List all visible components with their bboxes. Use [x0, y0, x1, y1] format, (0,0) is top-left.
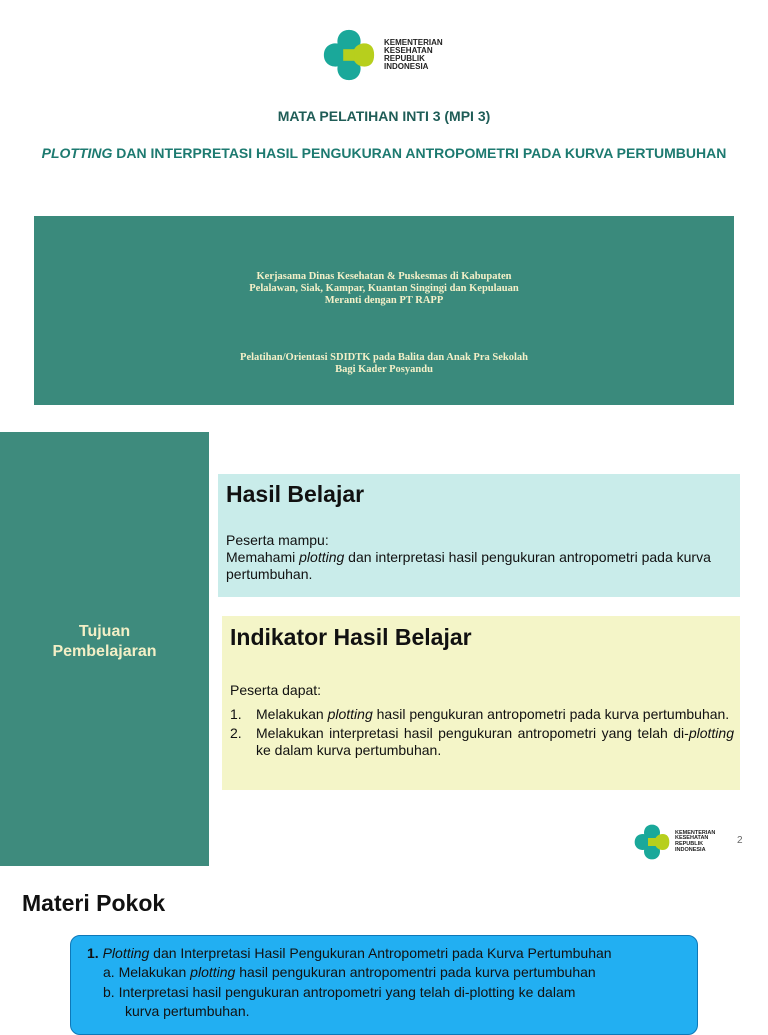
course-title: MATA PELATIHAN INTI 3 (MPI 3) [277, 108, 491, 124]
logo-line: REPUBLIK [675, 841, 704, 847]
learning-outcome-box [218, 474, 740, 597]
kemenkes-emblem-icon [320, 26, 378, 84]
indicator-text: Melakukan interpretasi hasil pengukuran antropometri yang telah di-plotting ke dalam kurva pertumbuhan. [256, 725, 734, 758]
indicator-text: Melakukan plotting hasil pengukuran antropometri pada kurva pertumbuhan. [256, 706, 730, 722]
learning-outcome-text [226, 532, 726, 583]
banner-cooperation-text [34, 271, 734, 307]
page-number: 2 [737, 835, 743, 846]
logo-text [675, 831, 715, 853]
banner-line: Meranti dengan PT RAPP [324, 295, 444, 306]
logo-line: KEMENTERIAN [384, 37, 443, 47]
indicator-item [230, 706, 734, 723]
kemenkes-emblem-icon [632, 822, 672, 862]
ministry-logo-small [632, 822, 715, 862]
banner-line: Kerjasama Dinas Kesehatan & Puskesmas di Kabupaten [256, 271, 512, 282]
ministry-logo [320, 26, 443, 84]
logo-text [384, 39, 443, 72]
logo-line: INDONESIA [384, 62, 429, 72]
subtitle-rest: DAN INTERPRETASI HASIL PENGUKURAN ANTROPOMETRI PADA KURVA PERTUMBUHAN [112, 145, 727, 161]
objectives-label [0, 622, 209, 662]
logo-line: KESEHATAN [384, 45, 433, 55]
learning-outcome-intro: Peserta mampu: [226, 532, 329, 548]
material-item: 1. Plotting dan Interpretasi Hasil Pengukuran Antropometri pada Kurva Pertumbuhan [87, 945, 612, 961]
material-subitem-b: b. Interpretasi hasil pengukuran antropometri yang telah di-plotting ke dalam [103, 984, 576, 1000]
indicator-intro: Peserta dapat: [230, 682, 322, 698]
course-subtitle [40, 145, 728, 161]
learning-outcome-body: Memahami plotting dan interpretasi hasil pengukuran antropometri pada kurva pertumbuhan. [226, 549, 711, 582]
indicator-heading: Indikator Hasil Belajar [230, 624, 472, 650]
indicator-number: 2. [230, 725, 242, 741]
banner-line: Bagi Kader Posyandu [335, 364, 433, 375]
logo-line: INDONESIA [675, 846, 706, 853]
material-subitem-b-cont: kurva pertumbuhan. [125, 1003, 250, 1019]
indicator-box [222, 616, 740, 790]
objectives-label-line: Tujuan [78, 623, 131, 640]
objectives-sidebar [0, 432, 209, 866]
material-subitem-a: a. Melakukan plotting hasil pengukuran antropomentri pada kurva pertumbuhan [103, 964, 596, 980]
banner-line: Pelatihan/Orientasi SDIDTK pada Balita dan Anak Pra Sekolah [240, 352, 528, 363]
logo-line: REPUBLIK [384, 54, 425, 63]
banner-training-text [34, 352, 734, 376]
logo-line: KEMENTERIAN [675, 829, 716, 836]
indicator-item [230, 725, 734, 759]
subtitle-italic: PLOTTING [41, 145, 113, 161]
indicator-list [230, 706, 734, 761]
objectives-label-line: Pembelajaran [52, 643, 157, 660]
logo-line: KESEHATAN [675, 835, 709, 842]
main-material-box [70, 935, 698, 1035]
banner-line: Pelalawan, Siak, Kampar, Kuantan Singingi dan Kepulauan [249, 283, 519, 294]
indicator-number: 1. [230, 706, 242, 722]
cooperation-banner [34, 216, 734, 405]
main-material-heading: Materi Pokok [22, 890, 166, 916]
learning-outcome-heading: Hasil Belajar [226, 481, 365, 507]
